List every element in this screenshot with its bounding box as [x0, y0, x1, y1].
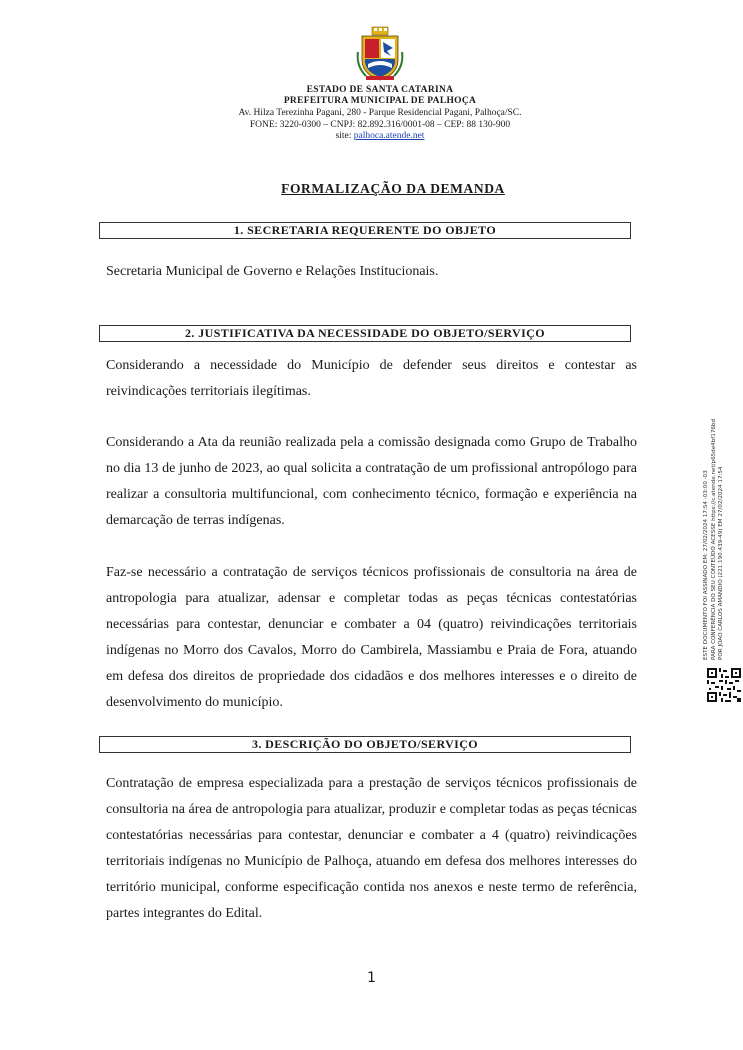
header-state: ESTADO DE SANTA CATARINA — [306, 85, 454, 95]
qr-code[interactable] — [707, 668, 741, 702]
header-contacts: FONE: 3220-0300 – CNPJ: 82.892.316/0001-08 – CEP: 88 130-900 — [249, 119, 511, 130]
section-1-paragraph: Secretaria Municipal de Governo e Relações Institucionais. — [106, 264, 439, 279]
site-label: site: — [335, 131, 354, 141]
stamp-line-3: POR JOAO CARLOS AMANDIO (221.190.439-49) EM 27/02/2024 17:54 — [718, 466, 724, 660]
coat-of-arms-emblem — [356, 26, 404, 82]
stamp-line-2: PARA CONFERÊNCIA DO SEU CONTEÚDO ACESSE https://c.atende.net/p65de4bf176bd — [710, 418, 717, 660]
document-title: FORMALIZAÇÃO DA DEMANDA — [281, 181, 505, 196]
section-2-paragraph-2: Considerando a Ata da reunião realizada pela a comissão designada como Grupo de Trabalho no dia 13 de junho de 2023, ao qual solicita a contratação de um profissional antropólogo para realizar a consultoria multifuncional, com conhecimento técnico, formação e experiência na demarcação de terras indígenas. — [106, 435, 637, 528]
section-heading-2: 2. JUSTIFICATIVA DA NECESSIDADE DO OBJETO/SERVIÇO — [99, 325, 631, 342]
header-prefecture: PREFEITURA MUNICIPAL DE PALHOÇA — [283, 96, 477, 106]
page-number: 1 — [367, 970, 376, 986]
section-heading-3: 3. DESCRIÇÃO DO OBJETO/SERVIÇO — [99, 736, 631, 753]
stamp-line-1: ESTE DOCUMENTO FOI ASSINADO EM: 27/02/2024 17:54 -03:00 -03 — [703, 470, 709, 660]
site-link[interactable]: palhoca.atende.net — [353, 131, 425, 141]
section-2-paragraph-1: Considerando a necessidade do Município de defender seus direitos e contestar as reivindicações territoriais ilegítimas. — [106, 358, 637, 399]
header-site — [150, 131, 610, 143]
section-2-paragraph-3: Faz-se necessário a contratação de serviços técnicos profissionais de consultoria na área de antropologia para atualizar, adensar e completar todas as peças técnicas contestatórias necessárias para contestar, denunciar e combater a 04 (quatro) reivindicações territoriais indígenas no Morro dos Cavalos, Morro do Cambirela, Massiambu e Praia de Fora, atuando em defesa dos direitos de propriedade dos cidadãos e dos melhores interesses e o direito de desenvolvimento do município. — [106, 565, 637, 710]
section-heading-1: 1. SECRETARIA REQUERENTE DO OBJETO — [99, 222, 631, 239]
section-3-paragraph: Contratação de empresa especializada para a prestação de serviços técnicos profissionais de consultoria na área de antropologia para atualizar, produzir e completar todas as peças técnicas contestatórias necessárias para contestar, denunciar e combater a 4 (quatro) reivindicações territoriais indígenas no Município de Palhoça, atuando em defesa dos melhores interesses do território municipal, conforme especificação contida nos anexos e neste termo de referência, partes integrantes do Edital. — [106, 776, 637, 921]
signature-stamp — [703, 360, 743, 660]
header-address: Av. Hilza Terezinha Pagani, 280 - Parque Residencial Pagani, Palhoça/SC. — [238, 108, 522, 118]
signature-stamp-text — [703, 360, 726, 660]
